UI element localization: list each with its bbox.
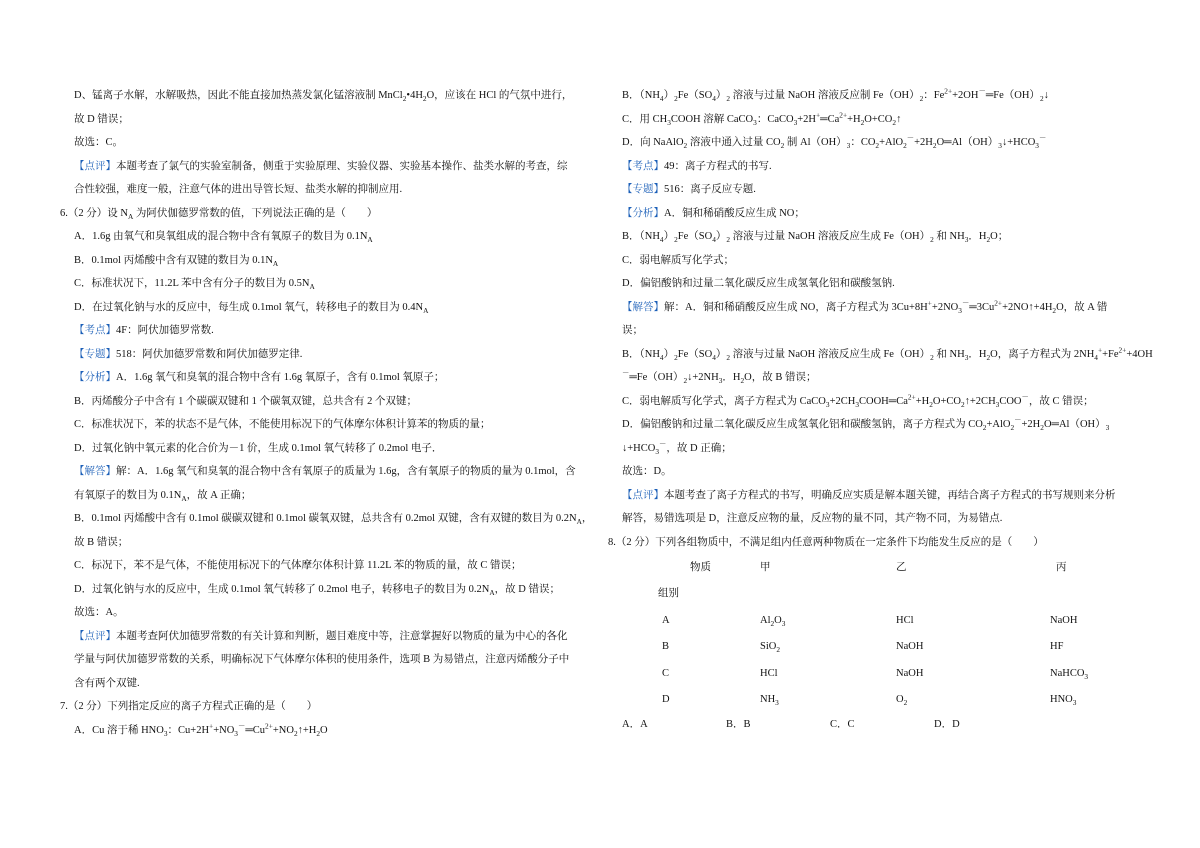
table-row-tc	[632, 660, 1088, 687]
option-oc: C．C	[830, 719, 855, 730]
cell-group: B	[662, 641, 670, 652]
table-row-tb	[632, 634, 1088, 661]
cell-yi: NaOH	[896, 667, 924, 679]
table-row-td	[632, 687, 1088, 714]
cell-bing: NaHCO$_3$	[1050, 667, 1089, 681]
text-line-l10: D．在过氧化钠与水的反应中，每生成 0.1mol 氧气，转移电子的数目为 $0.4N_A$	[74, 301, 429, 315]
text-line-r1: B．$(NH_4)_2Fe(SO_4)_2$ 溶液与过量 NaOH 溶液反应制 $Fe(OH)_2$：$Fe^{2+}+2OH^-═Fe(OH)_2↓$	[622, 86, 1049, 104]
text-line-l2: 故 D 错误；	[74, 113, 129, 125]
header-yi: 乙	[896, 561, 907, 573]
text-line-r7: B．$(NH_4)_2Fe(SO_4)_2$ 溶液与过量 NaOH 溶液反应生成 $Fe(OH)_2$ 和 $NH_3$．$H_2O$；	[622, 231, 1009, 245]
option-od: D．D	[934, 719, 960, 730]
cell-group: D	[662, 694, 670, 705]
text-line-l7: A．1.6g 由氧气和臭氧组成的混合物中含有氧原子的数目为 $0.1N_A$	[74, 231, 373, 245]
option-ob: B．B	[726, 719, 751, 730]
header-jia: 甲	[760, 561, 771, 573]
text-line-l25: 学量与阿伏加德罗常数的关系，明确标况下气体摩尔体积的使用条件，选项 B 为易错点，注意丙烯酸分子中	[74, 654, 570, 665]
text-line-l11: 【考点】4F：阿伏加德罗常数.	[74, 325, 214, 336]
text-line-l6: 6.（2 分）设 $N_A$ 为阿伏伽德罗常数的值，下列说法正确的是（ ）	[60, 207, 378, 221]
header-zubie: 组别	[658, 588, 679, 599]
text-line-r19: 解答，易错选项是 D，注意反应物的量，反应物的量不同，其产物不同，为易错点.	[622, 513, 1003, 524]
text-line-l21: C．标况下，苯不是气体，不能使用标况下的气体摩尔体积计算 11.2L 苯的物质的量，故 C 错误；	[74, 560, 522, 571]
cell-yi: HCl	[896, 614, 914, 626]
question-8-table	[632, 554, 1088, 713]
table-row-ta	[632, 607, 1088, 634]
text-line-r14: C．弱电解质写化学式，离子方程式为 $CaCO_3+2CH_3COOH═Ca^{2+}+H_2O+CO_2↑+2CH_3COO^-$，故 C 错误；	[622, 392, 1094, 409]
text-line-l12: 【专题】518：阿伏加德罗常数和阿伏加德罗定律.	[74, 348, 303, 360]
text-line-r9: D．偏铝酸钠和过量二氧化碳反应生成氢氧化铝和碳酸氢钠.	[622, 278, 895, 289]
text-line-l19: B．0.1mol 丙烯酸中含有 0.1mol 碳碳双键和 0.1mol 碳氧双键，总共含有 0.2mol 双键，含有双键的数目为 $0.2N_A$，	[74, 513, 593, 527]
text-line-r17: 故选：D。	[622, 466, 672, 477]
header-wuzhi: 物质	[690, 561, 711, 573]
cell-jia: $NH_3$	[760, 694, 779, 708]
cell-group: A	[662, 614, 670, 626]
text-line-r6: 【分析】A．铜和稀硝酸反应生成 NO；	[622, 207, 805, 219]
text-line-l23: 故选：A。	[74, 607, 124, 618]
text-line-r10: 【解答】解：A．铜和稀硝酸反应生成 NO，离子方程式为 $3Cu+8H^++2NO_3^-═3Cu^{2+}+2NO↑+4H_2O$，故 A 错	[622, 298, 1108, 315]
cell-bing: HF	[1050, 641, 1064, 652]
text-line-l16: D．过氧化钠中氧元素的化合价为－1 价，生成 0.1mol 氧气转移了 0.2mol 电子．	[74, 442, 443, 454]
text-line-l1: D、锰离子水解，水解吸热，因此不能直接加热蒸发氯化锰溶液制 $MnCl_2•4H_2O$，应该在 HCl 的气氛中进行，	[74, 90, 573, 104]
text-line-r18: 【点评】本题考查了离子方程式的书写，明确反应实质是解本题关键，再结合离子方程式的书写规则来分析	[622, 489, 1116, 501]
text-line-l26: 含有两个双键.	[74, 677, 140, 689]
text-line-r2: C．用 $CH_3COOH$ 溶解 CaCO$_3$：$CaCO_3+2H^+═Ca^{2+}+H_2O+CO_2↑$	[622, 110, 902, 127]
text-line-r12: B．$(NH_4)_2Fe(SO_4)_2$ 溶液与过量 NaOH 溶液反应生成 $Fe(OH)_2$ 和 $NH_3$．$H_2O$，离子方程式为 $2NH_4^++Fe^{2+}+4OH$	[622, 345, 1153, 362]
question-8-options	[608, 713, 1140, 737]
option-oa: A．A	[622, 719, 648, 730]
text-line-l3: 故选：C。	[74, 137, 124, 148]
text-line-l14: B．丙烯酸分子中含有 1 个碳碳双键和 1 个碳氧双键，总共含有 2 个双键；	[74, 395, 418, 407]
header-bing: 丙	[1056, 561, 1067, 573]
text-line-l28: A．Cu 溶于稀 $HNO_3$：$Cu+2H^++NO_3^-═Cu^{2+}+NO_2↑+H_2O$	[74, 721, 328, 738]
text-line-l13: 【分析】A．1.6g 氧气和臭氧的混合物中含有 1.6g 氧原子，含有 0.1mol 氧原子；	[74, 372, 445, 383]
left-column	[60, 84, 594, 742]
cell-jia: SiO$_2$	[760, 641, 781, 655]
text-line-r3: D．向 NaAlO$_2$ 溶液中通入过量 $CO_2$ 制 $Al(OH)_3$：$CO_2+AlO_2^-+2H_2O═Al(OH)_3↓+HCO_3^-$	[622, 133, 1047, 151]
cell-jia: HCl	[760, 667, 778, 679]
cell-yi: NaOH	[896, 641, 924, 652]
text-line-l9: C．标准状况下，11.2L 苯中含有分子的数目为 $0.5N_A$	[74, 278, 315, 292]
text-line-l20: 故 B 错误；	[74, 536, 129, 548]
text-line-r5: 【专题】516：离子反应专题.	[622, 184, 756, 195]
cell-bing: NaOH	[1050, 614, 1078, 626]
text-line-l27: 7.（2 分）下列指定反应的离子方程式正确的是（ ）	[60, 701, 318, 712]
text-line-l17: 【解答】解：A．1.6g 氧气和臭氧的混合物中含有氧原子的质量为 1.6g，含有氧原子的物质的量为 0.1mol，含	[74, 466, 576, 477]
cell-group: C	[662, 667, 670, 679]
cell-yi: $O_2$	[896, 694, 908, 708]
text-line-r11: 误；	[622, 325, 643, 336]
text-line-r4: 【考点】49：离子方程式的书写.	[622, 160, 772, 172]
text-line-r15: D．偏铝酸钠和过量二氧化碳反应生成氢氧化铝和碳酸氢钠，离子方程式为 $CO_2+AlO_2^-+2H_2O═Al(OH)_3$	[622, 415, 1110, 433]
text-line-r20: 8.（2 分）下列各组物质中，不满足组内任意两种物质在一定条件下均能发生反应的是（ ）	[608, 536, 1044, 548]
text-line-l15: C．标准状况下，苯的状态不是气体，不能使用标况下的气体摩尔体积计算苯的物质的量；	[74, 419, 491, 430]
text-line-l24: 【点评】本题考查阿伏加德罗常数的有关计算和判断，题目难度中等，注意掌握好以物质的量为中心的各化	[74, 630, 568, 642]
right-column	[608, 84, 1153, 737]
text-line-r13: $^-═Fe(OH)_2↓+2NH_3$．$H_2O$，故 B 错误；	[622, 368, 817, 386]
text-line-l5: 合性较强，难度一般，注意气体的进出导管长短、盐类水解的抑制应用.	[74, 184, 403, 195]
text-line-l22: D．过氧化钠与水的反应中，生成 0.1mol 氧气转移了 0.2mol 电子，转移电子的数目为 $0.2N_A$，故 D 错误；	[74, 583, 560, 597]
text-line-l4: 【点评】本题考查了氯气的实验室制备，侧重于实验原理、实验仪器、实验基本操作、盐类水解的考查，综	[74, 160, 568, 172]
text-line-r8: C．弱电解质写化学式；	[622, 254, 735, 266]
text-line-l18: 有氧原子的数目为 $0.1N_A$，故 A 正确；	[74, 489, 252, 503]
cell-bing: $HNO_3$	[1050, 694, 1077, 708]
cell-jia: $Al_2O_3$	[760, 614, 786, 628]
text-line-l8: B．0.1mol 丙烯酸中含有双键的数目为 $0.1N_A$	[74, 254, 279, 268]
text-line-r16: $↓+HCO_3^-$，故 D 正确；	[622, 439, 732, 456]
